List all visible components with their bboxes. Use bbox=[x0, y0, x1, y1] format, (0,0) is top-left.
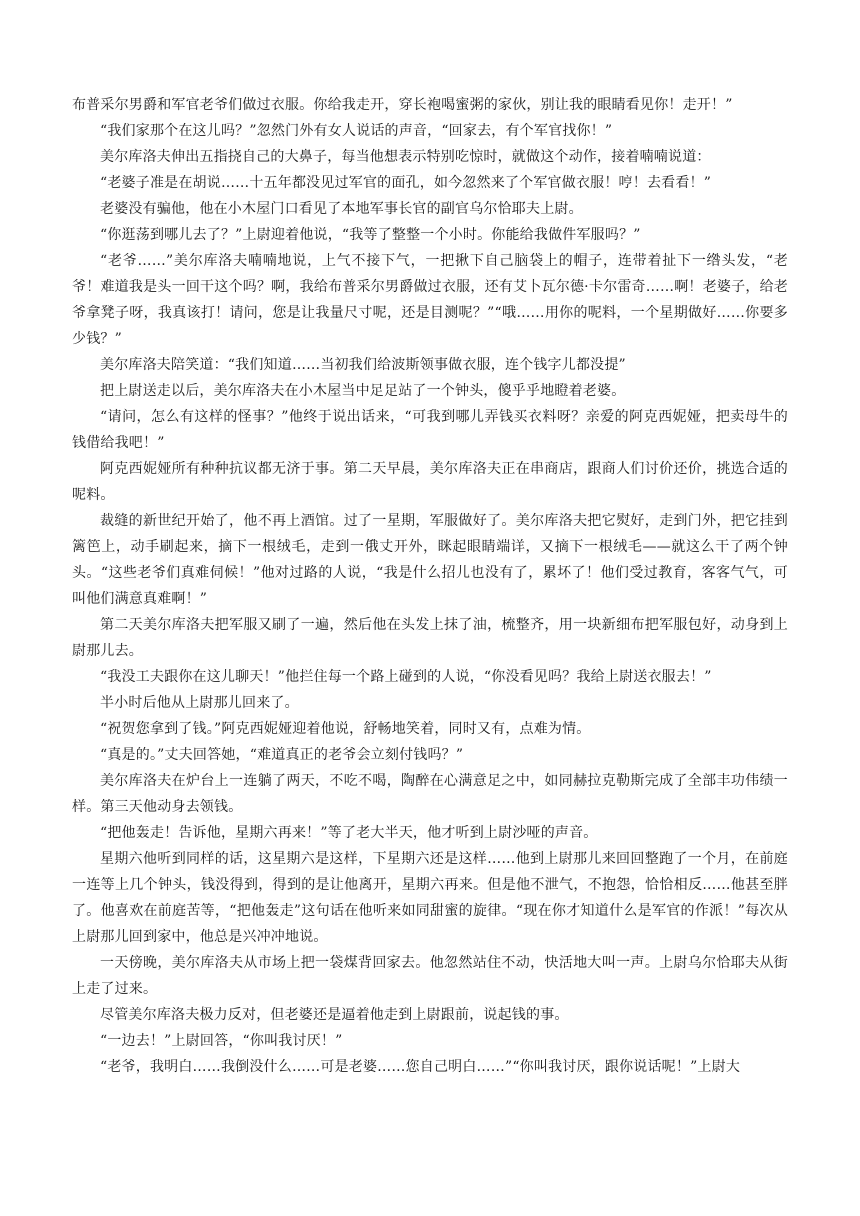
paragraph: “真是的。”丈夫回答她，“难道真正的老爷会立刻付钱吗？” bbox=[100, 747, 464, 763]
paragraph: 一天傍晚，美尔库洛夫从市场上把一袋煤背回家去。他忽然站住不动，快活地大叫一声。上尉乌尔恰耶夫从街上走了过来。 bbox=[72, 955, 788, 997]
paragraph: 美尔库洛夫在炉台上一连躺了两天，不吃不喝，陶醉在心满意足之中，如同赫拉克勒斯完成了全部丰功伟绩一样。第三天他动身去领钱。 bbox=[72, 773, 788, 815]
paragraph: “老婆子准是在胡说……十五年都没见过军官的面孔，如今忽然来了个军官做衣服！哼！去看看！” bbox=[100, 175, 712, 191]
paragraph: 尽管美尔库洛夫极力反对，但老婆还是逼着他走到上尉跟前，说起钱的事。 bbox=[100, 1007, 569, 1023]
paragraph: “我们家那个在这儿吗？”忽然门外有女人说话的声音，“回家去，有个军官找你！” bbox=[100, 123, 613, 139]
paragraph: 阿克西妮娅所有种种抗议都无济于事。第二天早晨，美尔库洛夫正在串商店，跟商人们讨价还价，挑选合适的呢料。 bbox=[72, 461, 788, 503]
paragraph: “祝贺您拿到了钱。”阿克西妮娅迎着他说，舒畅地笑着，同时又有，点难为情。 bbox=[100, 721, 591, 737]
paragraph: “我没工夫跟你在这儿聊天！”他拦住每一个路上碰到的人说，“你没看见吗？我给上尉送衣服去！” bbox=[100, 669, 712, 685]
paragraph: 裁缝的新世纪开始了，他不再上酒馆。过了一星期，军服做好了。美尔库洛夫把它熨好，走到门外，把它挂到篱笆上，动手刷起来，摘下一根绒毛，走到一俄丈开外，眯起眼睛端详，又摘下一根绒毛——就这么干了两个钟头。“这些老爷们真难伺候！”他对过路的人说，“我是什么招儿也没有了，累坏了！他们受过教育，客客气气，可叫他们满意真难啊！” bbox=[72, 513, 788, 607]
paragraph: 布普采尔男爵和军官老爷们做过衣服。你给我走开，穿长袍喝蜜粥的家伙，别让我的眼睛看见你！走开！” bbox=[72, 97, 733, 113]
paragraph: 美尔库洛夫陪笑道：“我们知道……当初我们给波斯领事做衣服，连个钱字儿都没提” bbox=[100, 357, 626, 373]
paragraph: “老爷，我明白……我倒没什么……可是老婆……您自己明白……”“你叫我讨厌，跟你说话呢！”上尉大 bbox=[100, 1059, 741, 1075]
paragraph: “老爷……”美尔库洛夫喃喃地说，上气不接下气，一把揪下自己脑袋上的帽子，连带着扯下一绺头发，“老爷！难道我是头一回干这个吗？啊，我给布普采尔男爵做过衣服，还有艾卜瓦尔德·卡尔雷奇……啊！老婆子，给老爷拿凳子呀，我真该打！请问，您是让我量尺寸呢，还是目测呢？”“哦……用你的呢料，一个星期做好……你要多少钱？” bbox=[72, 253, 788, 347]
paragraph: 老婆没有骗他，他在小木屋门口看见了本地军事长官的副官乌尔恰耶夫上尉。 bbox=[100, 201, 583, 217]
paragraph: “请问，怎么有这样的怪事？”他终于说出话来，“可我到哪儿弄钱买衣料呀？亲爱的阿克西妮娅，把卖母牛的钱借给我吧！” bbox=[72, 409, 788, 451]
paragraph: 半小时后他从上尉那儿回来了。 bbox=[100, 695, 299, 711]
paragraph: 美尔库洛夫伸出五指挠自己的大鼻子，每当他想表示特别吃惊时，就做这个动作，接着喃喃说道： bbox=[100, 149, 711, 165]
paragraph: 星期六他听到同样的话，这星期六是这样，下星期六还是这样……他到上尉那儿来回回整跑了一个月，在前庭一连等上几个钟头，钱没得到，得到的是让他离开，星期六再来。但是他不泄气，不抱怨，恰恰相反……他甚至胖了。他喜欢在前庭苦等，“把他轰走”这句话在他听来如同甜蜜的旋律。“现在你才知道什么是军官的作派！”每次从上尉那儿回到家中，他总是兴冲冲地说。 bbox=[72, 851, 788, 945]
paragraph: “把他轰走！告诉他，星期六再来！”等了老大半天，他才听到上尉沙哑的声音。 bbox=[100, 825, 598, 841]
paragraph: “你逛荡到哪儿去了？”上尉迎着他说，“我等了整整一个小时。你能给我做件军服吗？” bbox=[100, 227, 641, 243]
paragraph: “一边去！”上尉回答，“你叫我讨厌！” bbox=[100, 1033, 343, 1049]
paragraph: 把上尉送走以后，美尔库洛夫在小木屋当中足足站了一个钟头，傻乎乎地瞪着老婆。 bbox=[100, 383, 626, 399]
paragraph: 第二天美尔库洛夫把军服又刷了一遍，然后他在头发上抹了油，梳整齐，用一块新细布把军服包好，动身到上尉那儿去。 bbox=[72, 617, 788, 659]
